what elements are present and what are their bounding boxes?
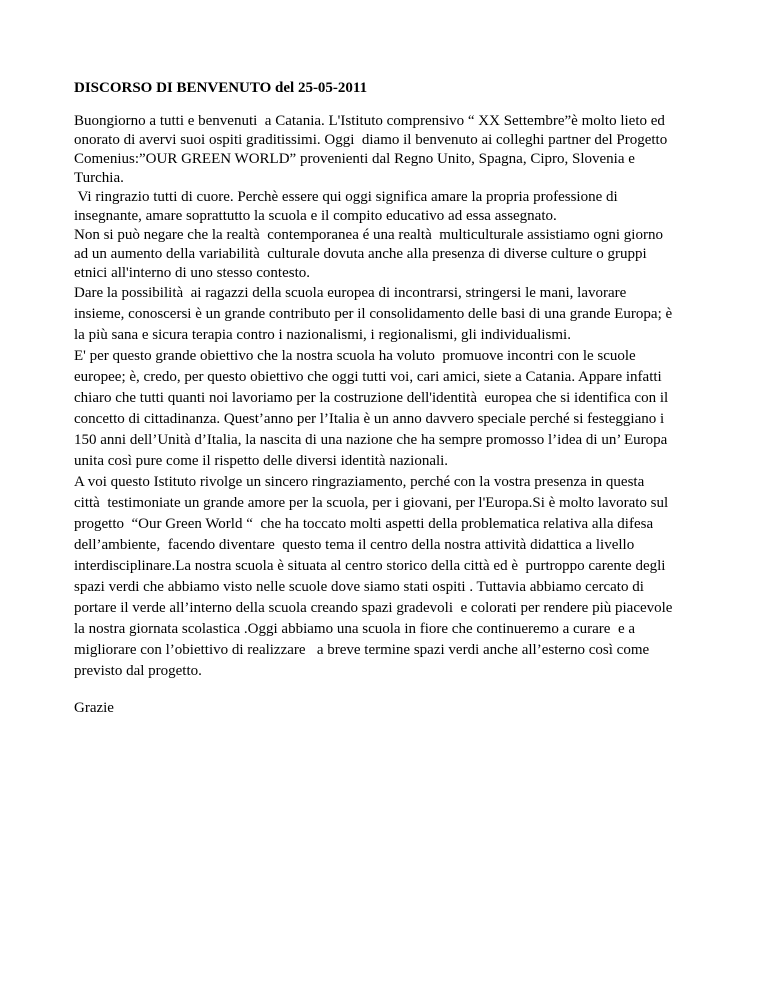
text-line: interdisciplinare.La nostra scuola è situata al centro storico della città ed è purtroppo carente degli — [74, 558, 666, 574]
document-title: DISCORSO DI BENVENUTO del 25-05-2011 — [74, 80, 368, 96]
text-line: E' per questo grande obiettivo che la nostra scuola ha voluto promuove incontri con le scuole — [74, 348, 636, 364]
text-line: la nostra giornata scolastica .Oggi abbiamo una scuola in fiore che continueremo a curare e a — [74, 621, 636, 637]
text-line: Buongiorno a tutti e benvenuti a Catania. L'Istituto comprensivo “ XX Settembre”è molto lieto ed — [74, 113, 665, 129]
text-line: unita così pure come il rispetto delle diversi identità nazionali. — [74, 453, 449, 469]
text-line: europee; è, credo, per questo obiettivo che oggi tutti voi, cari amici, siete a Catania. Appare infatti — [74, 369, 662, 385]
text-line: portare il verde all’interno della scuola creando spazi gradevoli e colorati per rendere più piacevole — [74, 600, 673, 616]
text-line: Turchia. — [74, 170, 124, 186]
text-line: ad un aumento della variabilità culturale dovuta anche alla presenza di diverse culture o gruppi — [74, 246, 647, 262]
text-line: spazi verdi che abbiamo visto nelle scuole dove siamo stati ospiti . Tuttavia abbiamo cercato di — [74, 579, 644, 595]
text-line: la più sana e sicura terapia contro i nazionalismi, i regionalismi, gli individualismi. — [74, 327, 571, 343]
text-line: Dare la possibilità ai ragazzi della scuola europea di incontrarsi, stringersi le mani, lavorare — [74, 285, 627, 301]
text-line: etnici all'interno di uno stesso contesto. — [74, 265, 310, 281]
text-line: migliorare con l’obiettivo di realizzare a breve termine spazi verdi anche all’esterno così come — [74, 642, 650, 658]
text-line: chiaro che tutti quanti noi lavoriamo per la costruzione dell'identità europea che si identifica con il — [74, 390, 669, 406]
document-page — [74, 78, 686, 718]
speech-body — [74, 112, 686, 682]
text-line: città testimoniate un grande amore per la scuola, per i giovani, per l'Europa.Si è molto lavorato sul — [74, 495, 669, 511]
text-line: concetto di cittadinanza. Quest’anno per l’Italia è un anno davvero speciale perché si festeggiano i — [74, 411, 665, 427]
text-line: previsto dal progetto. — [74, 663, 202, 679]
text-line: dell’ambiente, facendo diventare questo tema il centro della nostra attività didattica a livello — [74, 537, 635, 553]
text-line: progetto “Our Green World “ che ha toccato molti aspetti della problematica relativa alla difesa — [74, 516, 654, 532]
text-line: Vi ringrazio tutti di cuore. Perchè essere qui oggi significa amare la propria professione di — [74, 189, 618, 205]
closing-text: Grazie — [74, 700, 114, 716]
text-line: insegnante, amare soprattutto la scuola e il compito educativo ad essa assegnato. — [74, 208, 557, 224]
text-line: insieme, conoscersi è un grande contributo per il consolidamento delle basi di una grande Europa; è — [74, 306, 673, 322]
text-line: Non si può negare che la realtà contemporanea é una realtà multiculturale assistiamo ogni giorno — [74, 227, 663, 243]
text-line: A voi questo Istituto rivolge un sincero ringraziamento, perché con la vostra presenza in questa — [74, 474, 645, 490]
text-line: 150 anni dell’Unità d’Italia, la nascita di una nazione che ha sempre promosso l’idea di un’ Europa — [74, 432, 668, 448]
text-line: onorato di avervi suoi ospiti graditissimi. Oggi diamo il benvenuto ai colleghi partner del Progetto — [74, 132, 668, 148]
text-line: Comenius:”OUR GREEN WORLD” provenienti dal Regno Unito, Spagna, Cipro, Slovenia e — [74, 151, 635, 167]
